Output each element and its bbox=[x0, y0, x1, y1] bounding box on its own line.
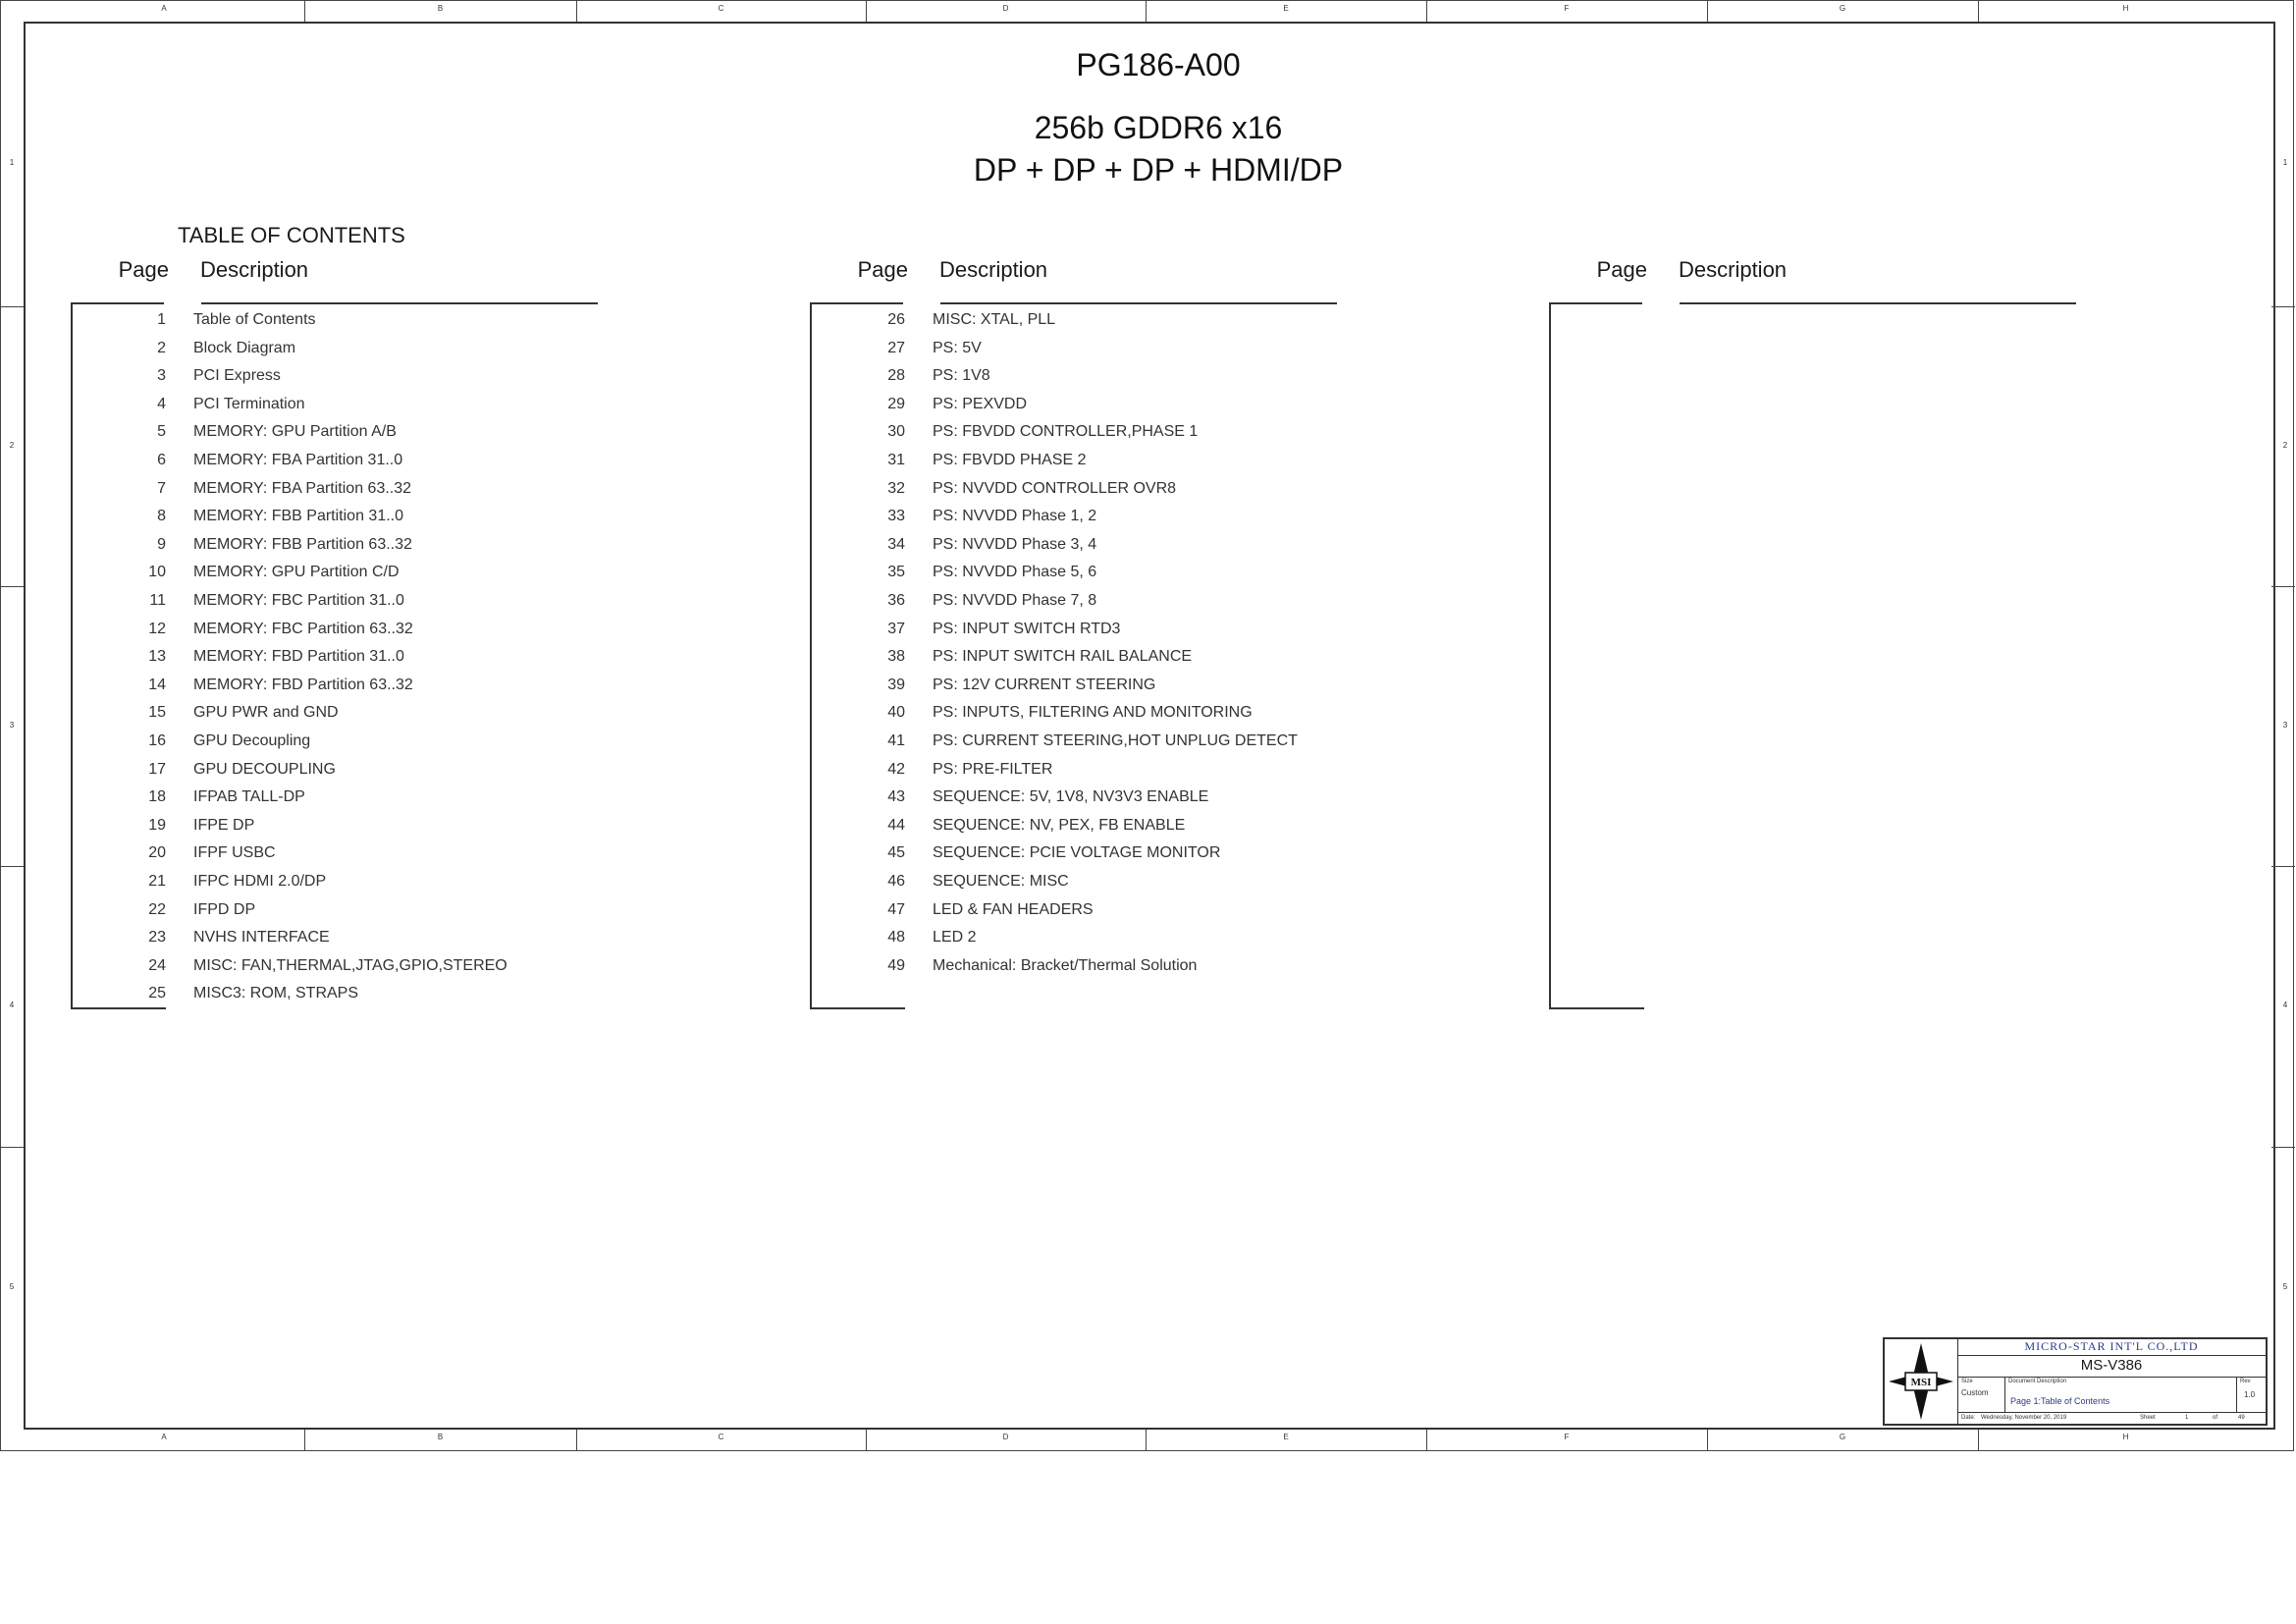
page-column-header: Page bbox=[857, 257, 908, 282]
toc-description: PS: NVVDD CONTROLLER OVR8 bbox=[933, 479, 1177, 497]
zone-column-label: E bbox=[1283, 1433, 1289, 1441]
toc-page-number: 45 bbox=[887, 844, 905, 862]
toc-description: MEMORY: FBD Partition 63..32 bbox=[193, 676, 413, 693]
page-column-header: Page bbox=[1596, 257, 1647, 282]
toc-page-number: 14 bbox=[148, 676, 166, 693]
toc-description: PS: INPUT SWITCH RAIL BALANCE bbox=[933, 648, 1193, 666]
of-value: 49 bbox=[2238, 1415, 2245, 1421]
toc-description: PS: CURRENT STEERING,HOT UNPLUG DETECT bbox=[933, 732, 1298, 749]
toc-page-number: 3 bbox=[157, 367, 166, 385]
toc-description: PS: NVVDD Phase 1, 2 bbox=[933, 508, 1097, 525]
zone-tick bbox=[1146, 1430, 1147, 1451]
toc-description: PS: NVVDD Phase 5, 6 bbox=[933, 564, 1097, 581]
toc-page-number: 13 bbox=[148, 648, 166, 666]
toc-page-number: 27 bbox=[887, 339, 905, 356]
toc-page-number: 11 bbox=[149, 592, 166, 609]
toc-page-number: 24 bbox=[148, 956, 166, 974]
toc-description: SEQUENCE: PCIE VOLTAGE MONITOR bbox=[933, 844, 1221, 862]
zone-column-label: D bbox=[1002, 4, 1009, 13]
zone-row-label: 5 bbox=[9, 1282, 15, 1291]
zone-tick bbox=[1426, 0, 1427, 22]
toc-description: LED 2 bbox=[933, 929, 977, 947]
toc-description: MEMORY: FBB Partition 31..0 bbox=[193, 508, 404, 525]
zone-column-label: F bbox=[1564, 4, 1570, 13]
zone-column-label: B bbox=[437, 4, 444, 13]
toc-description: IFPD DP bbox=[193, 900, 256, 918]
toc-description: MEMORY: FBA Partition 63..32 bbox=[193, 479, 412, 497]
model-number: MS-V386 bbox=[1957, 1355, 2266, 1378]
zone-tick bbox=[0, 866, 24, 867]
description-column-header: Description bbox=[1679, 257, 1788, 282]
toc-description: MEMORY: GPU Partition C/D bbox=[193, 564, 400, 581]
toc-description: MEMORY: FBC Partition 31..0 bbox=[193, 592, 404, 609]
toc-page-number: 17 bbox=[148, 760, 166, 778]
toc-description: IFPF USBC bbox=[193, 844, 276, 862]
toc-description: PCI Express bbox=[193, 367, 281, 385]
zone-tick bbox=[576, 1430, 577, 1451]
svg-text:MSI: MSI bbox=[1910, 1377, 1932, 1388]
zone-tick bbox=[1978, 1430, 1979, 1451]
toc-page-number: 12 bbox=[148, 620, 166, 637]
zone-tick bbox=[1707, 1430, 1708, 1451]
zone-tick bbox=[866, 1430, 867, 1451]
toc-description: NVHS INTERFACE bbox=[193, 929, 330, 947]
zone-column-label: G bbox=[1839, 1433, 1846, 1441]
zone-tick bbox=[2271, 1147, 2295, 1148]
toc-page-number: 42 bbox=[887, 760, 905, 778]
toc-page-number: 32 bbox=[887, 479, 905, 497]
zone-row-label: 3 bbox=[2282, 720, 2288, 730]
toc-description: GPU DECOUPLING bbox=[193, 760, 336, 778]
toc-page-number: 28 bbox=[887, 367, 905, 385]
title-block-rule bbox=[1957, 1412, 2266, 1413]
toc-page-number: 41 bbox=[887, 732, 905, 749]
toc-page-number: 44 bbox=[887, 816, 905, 834]
zone-tick bbox=[304, 1430, 305, 1451]
toc-description: IFPE DP bbox=[193, 816, 255, 834]
toc-description: MEMORY: FBA Partition 31..0 bbox=[193, 452, 403, 468]
description-column-header: Description bbox=[200, 257, 309, 282]
msi-logo bbox=[1885, 1339, 1958, 1424]
zone-column-label: C bbox=[718, 4, 724, 13]
toc-description: MISC3: ROM, STRAPS bbox=[193, 985, 359, 1002]
toc-description: IFPC HDMI 2.0/DP bbox=[193, 873, 327, 890]
toc-description: PS: NVVDD Phase 7, 8 bbox=[933, 592, 1097, 609]
zone-tick bbox=[1426, 1430, 1427, 1451]
toc-description: MEMORY: FBD Partition 31..0 bbox=[193, 648, 404, 666]
zone-column-label: F bbox=[1564, 1433, 1570, 1441]
zone-tick bbox=[1146, 0, 1147, 22]
company-name: MICRO-STAR INT'L CO.,LTD bbox=[1957, 1339, 2266, 1356]
sheet-value: 1 bbox=[2185, 1415, 2189, 1421]
zone-column-label: H bbox=[2122, 4, 2129, 13]
toc-page-number: 2 bbox=[157, 339, 166, 356]
zone-row-label: 1 bbox=[2282, 158, 2288, 167]
toc-description: PCI Termination bbox=[193, 395, 305, 412]
zone-tick bbox=[1707, 0, 1708, 22]
toc-page-number: 21 bbox=[148, 873, 166, 890]
toc-page-number: 8 bbox=[157, 508, 166, 525]
toc-page-number: 47 bbox=[887, 900, 905, 918]
toc-description: Mechanical: Bracket/Thermal Solution bbox=[933, 956, 1198, 974]
toc-description: PS: PEXVDD bbox=[933, 395, 1028, 412]
doc-description-label: Document Description bbox=[2008, 1379, 2067, 1384]
toc-description: PS: INPUTS, FILTERING AND MONITORING bbox=[933, 704, 1253, 722]
toc-page-number: 7 bbox=[157, 479, 166, 497]
sheet-label: Sheet bbox=[2140, 1415, 2156, 1421]
title-block-rule bbox=[2004, 1377, 2005, 1412]
zone-column-label: A bbox=[161, 1433, 167, 1441]
zone-tick bbox=[0, 586, 24, 587]
date-label: Date: bbox=[1961, 1415, 1976, 1421]
zone-tick bbox=[304, 0, 305, 22]
zone-row-label: 4 bbox=[2282, 1001, 2288, 1009]
toc-page-number: 23 bbox=[148, 929, 166, 947]
toc-page-number: 37 bbox=[887, 620, 905, 637]
toc-page-number: 5 bbox=[157, 423, 166, 441]
zone-column-label: B bbox=[437, 1433, 444, 1441]
zone-column-label: G bbox=[1839, 4, 1846, 13]
toc-page-number: 35 bbox=[887, 564, 905, 581]
size-label: Size bbox=[1961, 1379, 1973, 1384]
title-block bbox=[1883, 1337, 2268, 1426]
toc-description: LED & FAN HEADERS bbox=[933, 900, 1094, 918]
zone-row-label: 2 bbox=[9, 440, 15, 450]
zone-tick bbox=[0, 306, 24, 307]
zone-row-label: 1 bbox=[9, 158, 15, 167]
title-block-rule bbox=[2236, 1377, 2237, 1412]
page-bracket bbox=[1549, 304, 1644, 1009]
toc-description: GPU PWR and GND bbox=[193, 704, 339, 722]
toc-description: PS: 5V bbox=[933, 339, 982, 356]
toc-page-number: 18 bbox=[148, 788, 166, 806]
toc-page-number: 29 bbox=[887, 395, 905, 412]
toc-page-number: 39 bbox=[887, 676, 905, 693]
zone-tick bbox=[866, 0, 867, 22]
zone-tick bbox=[576, 0, 577, 22]
toc-heading: TABLE OF CONTENTS bbox=[178, 223, 405, 247]
zone-column-label: E bbox=[1283, 4, 1289, 13]
toc-description: PS: FBVDD PHASE 2 bbox=[933, 452, 1087, 468]
toc-page-number: 6 bbox=[157, 452, 166, 468]
zone-row-label: 3 bbox=[9, 720, 15, 730]
rev-value: 1.0 bbox=[2244, 1390, 2256, 1399]
toc-page-number: 16 bbox=[148, 732, 166, 749]
zone-row-label: 5 bbox=[2282, 1282, 2288, 1291]
toc-page-number: 34 bbox=[887, 535, 905, 553]
header-rule bbox=[940, 302, 1337, 304]
size-value: Custom bbox=[1961, 1388, 1989, 1397]
zone-tick bbox=[1978, 0, 1979, 22]
toc-page-number: 49 bbox=[887, 956, 905, 974]
zone-tick bbox=[2271, 586, 2295, 587]
doc-description-value: Page 1:Table of Contents bbox=[2010, 1396, 2110, 1406]
toc-page-number: 31 bbox=[887, 452, 905, 468]
toc-page-number: 46 bbox=[887, 873, 905, 890]
toc-description: PS: INPUT SWITCH RTD3 bbox=[933, 620, 1121, 637]
toc-page-number: 4 bbox=[157, 395, 166, 412]
zone-row-label: 4 bbox=[9, 1001, 15, 1009]
toc-description: SEQUENCE: 5V, 1V8, NV3V3 ENABLE bbox=[933, 788, 1209, 806]
toc-page-number: 26 bbox=[887, 311, 905, 328]
toc-page-number: 1 bbox=[157, 311, 166, 328]
description-column-header: Description bbox=[939, 257, 1048, 282]
zone-row-label: 2 bbox=[2282, 440, 2288, 450]
toc-page-number: 15 bbox=[148, 704, 166, 722]
date-value: Wednesday, November 20, 2019 bbox=[1981, 1415, 2067, 1421]
toc-page-number: 40 bbox=[887, 704, 905, 722]
toc-page-number: 20 bbox=[148, 844, 166, 862]
memory-config: 256b GDDR6 x16 bbox=[1034, 110, 1283, 145]
toc-description: PS: PRE-FILTER bbox=[933, 760, 1053, 778]
toc-description: Block Diagram bbox=[193, 339, 296, 356]
toc-page-number: 43 bbox=[887, 788, 905, 806]
page-column-header: Page bbox=[118, 257, 169, 282]
zone-column-label: D bbox=[1002, 1433, 1009, 1441]
toc-description: Table of Contents bbox=[193, 311, 316, 328]
zone-tick bbox=[2271, 306, 2295, 307]
toc-description: MISC: XTAL, PLL bbox=[933, 311, 1056, 328]
toc-page-number: 48 bbox=[887, 929, 905, 947]
toc-description: MISC: FAN,THERMAL,JTAG,GPIO,STEREO bbox=[193, 956, 507, 974]
toc-description: MEMORY: FBC Partition 63..32 bbox=[193, 620, 413, 637]
toc-page-number: 25 bbox=[148, 985, 166, 1002]
header-rule bbox=[201, 302, 598, 304]
zone-column-label: H bbox=[2122, 1433, 2129, 1441]
toc-page-number: 22 bbox=[148, 900, 166, 918]
toc-description: IFPAB TALL-DP bbox=[193, 788, 305, 806]
toc-page-number: 19 bbox=[148, 816, 166, 834]
toc-description: PS: 12V CURRENT STEERING bbox=[933, 676, 1156, 693]
display-outputs: DP + DP + DP + HDMI/DP bbox=[973, 152, 1344, 188]
toc-description: MEMORY: GPU Partition A/B bbox=[193, 423, 397, 441]
zone-tick bbox=[0, 1147, 24, 1148]
toc-page-number: 36 bbox=[887, 592, 905, 609]
zone-column-label: C bbox=[718, 1433, 724, 1441]
toc-page-number: 33 bbox=[887, 508, 905, 525]
zone-column-label: A bbox=[161, 4, 167, 13]
of-label: of bbox=[2213, 1415, 2218, 1421]
toc-description: PS: NVVDD Phase 3, 4 bbox=[933, 535, 1097, 553]
toc-description: SEQUENCE: MISC bbox=[933, 873, 1069, 890]
toc-description: PS: FBVDD CONTROLLER,PHASE 1 bbox=[933, 423, 1199, 441]
toc-description: MEMORY: FBB Partition 63..32 bbox=[193, 535, 412, 553]
toc-description: PS: 1V8 bbox=[933, 367, 990, 385]
toc-page-number: 10 bbox=[148, 564, 166, 581]
board-title: PG186-A00 bbox=[1076, 47, 1241, 82]
toc-page-number: 9 bbox=[157, 535, 166, 553]
toc-page-number: 30 bbox=[887, 423, 905, 441]
rev-label: Rev bbox=[2240, 1379, 2251, 1384]
zone-tick bbox=[2271, 866, 2295, 867]
toc-description: GPU Decoupling bbox=[193, 732, 311, 749]
header-rule bbox=[1680, 302, 2076, 304]
toc-page-number: 38 bbox=[887, 648, 905, 666]
toc-description: SEQUENCE: NV, PEX, FB ENABLE bbox=[933, 816, 1186, 834]
